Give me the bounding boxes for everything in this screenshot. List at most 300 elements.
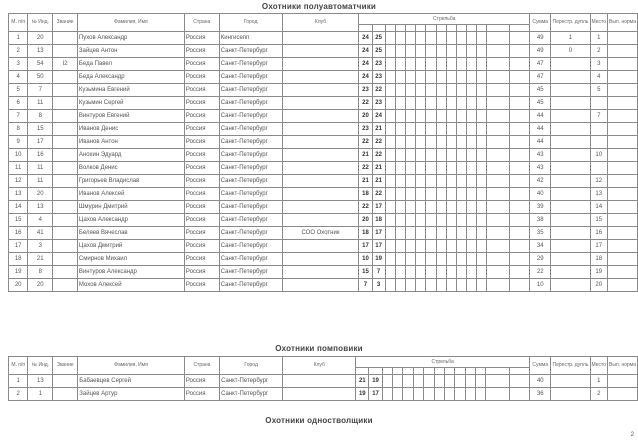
cell-place: 1	[9, 375, 28, 388]
cell-empty-round	[426, 240, 436, 253]
cell-number: 11	[28, 175, 53, 188]
cell-final-place: 2	[590, 388, 608, 401]
cell-rank	[53, 32, 78, 45]
cell-empty-round	[510, 279, 530, 292]
cell-empty-round	[487, 149, 510, 162]
table-row	[9, 136, 638, 149]
cell-sum: 45	[530, 84, 551, 97]
cell-empty-round	[456, 175, 466, 188]
header-round-cell	[403, 368, 413, 375]
cell-country: Россия	[184, 175, 219, 188]
cell-empty-round	[406, 175, 416, 188]
cell-place: 7	[9, 110, 28, 123]
cell-empty-round	[476, 375, 486, 388]
cell-empty-round	[467, 45, 477, 58]
cell-rank	[53, 375, 78, 388]
cell-empty-round	[456, 123, 466, 136]
cell-empty-round	[456, 188, 466, 201]
cell-empty-round	[487, 240, 510, 253]
cell-perestrel	[551, 188, 590, 201]
cell-empty-round	[436, 71, 446, 84]
cell-country: Россия	[184, 84, 219, 97]
cell-empty-round	[436, 123, 446, 136]
cell-empty-round	[487, 175, 510, 188]
cell-empty-round	[477, 110, 487, 123]
header-round-cell	[487, 25, 510, 32]
cell-empty-round	[456, 32, 466, 45]
cell-perestrel	[551, 279, 590, 292]
header-num: № Инд.	[28, 14, 53, 32]
cell-empty-round	[395, 71, 405, 84]
cell-empty-round	[487, 201, 510, 214]
cell-empty-round	[467, 214, 477, 227]
cell-place: 8	[9, 123, 28, 136]
cell-empty-round	[395, 201, 405, 214]
cell-name: Иванов Алексей	[77, 188, 184, 201]
cell-score-2: 17	[369, 388, 382, 401]
cell-empty-round	[395, 58, 405, 71]
table-row	[9, 58, 638, 71]
cell-club	[282, 136, 359, 149]
cell-empty-round	[426, 201, 436, 214]
cell-score-1: 23	[359, 84, 372, 97]
header-round-cell	[509, 368, 529, 375]
cell-empty-round	[467, 253, 477, 266]
cell-name: Зайцев Артур	[78, 388, 185, 401]
results-table-pump	[8, 356, 638, 401]
cell-empty-round	[426, 97, 436, 110]
cell-perestrel	[551, 58, 590, 71]
cell-empty-round	[416, 175, 426, 188]
cell-empty-round	[446, 84, 456, 97]
cell-empty-round	[510, 266, 530, 279]
cell-place: 20	[9, 279, 28, 292]
cell-name: Мохов Алексей	[77, 279, 184, 292]
cell-club	[282, 58, 359, 71]
cell-empty-round	[510, 110, 530, 123]
cell-final-place: 16	[590, 227, 608, 240]
cell-empty-round	[446, 97, 456, 110]
cell-empty-round	[510, 227, 530, 240]
cell-empty-round	[426, 175, 436, 188]
cell-country: Россия	[184, 266, 219, 279]
cell-club	[282, 149, 359, 162]
cell-empty-round	[467, 240, 477, 253]
cell-score-2: 24	[372, 110, 385, 123]
cell-number: 8	[28, 110, 53, 123]
table-row	[9, 71, 638, 84]
cell-city: Санкт-Петербург	[219, 227, 282, 240]
cell-city: Санкт-Петербург	[219, 214, 282, 227]
cell-empty-round	[416, 58, 426, 71]
cell-empty-round	[446, 110, 456, 123]
cell-sum: 49	[530, 45, 551, 58]
cell-number: 1	[28, 388, 53, 401]
cell-empty-round	[510, 149, 530, 162]
cell-empty-round	[477, 136, 487, 149]
cell-perestrel	[551, 110, 590, 123]
cell-empty-round	[416, 279, 426, 292]
cell-empty-round	[510, 188, 530, 201]
cell-club	[282, 97, 359, 110]
cell-club	[282, 188, 359, 201]
cell-empty-round	[487, 32, 510, 45]
cell-empty-round	[467, 266, 477, 279]
cell-score-1: 24	[359, 32, 372, 45]
cell-empty-round	[510, 97, 530, 110]
cell-empty-round	[385, 97, 395, 110]
cell-sum: 29	[530, 253, 551, 266]
cell-empty-round	[416, 123, 426, 136]
cell-perestrel	[551, 266, 590, 279]
cell-score-2: 17	[372, 201, 385, 214]
cell-score-2: 23	[372, 71, 385, 84]
cell-empty-round	[510, 136, 530, 149]
cell-empty-round	[477, 71, 487, 84]
cell-empty-round	[456, 110, 466, 123]
cell-score-2: 22	[372, 149, 385, 162]
cell-empty-round	[395, 110, 405, 123]
cell-empty-round	[477, 279, 487, 292]
cell-rating	[608, 188, 638, 201]
cell-empty-round	[436, 240, 446, 253]
cell-empty-round	[487, 45, 510, 58]
cell-empty-round	[426, 58, 436, 71]
cell-city: Санкт-Петербург	[219, 149, 282, 162]
cell-name: Винтуров Евгений	[77, 110, 184, 123]
cell-country: Россия	[184, 201, 219, 214]
cell-score-1: 21	[359, 175, 372, 188]
section1-title: Охотники полуавтоматчики	[261, 2, 377, 11]
cell-empty-round	[393, 388, 403, 401]
cell-number: 21	[28, 253, 53, 266]
cell-empty-round	[510, 32, 530, 45]
cell-name: Цахов Дмитрий	[77, 240, 184, 253]
cell-empty-round	[487, 188, 510, 201]
cell-country: Россия	[184, 388, 219, 401]
cell-rating	[608, 227, 638, 240]
cell-empty-round	[385, 266, 395, 279]
cell-final-place: 19	[590, 266, 608, 279]
cell-empty-round	[510, 123, 530, 136]
cell-empty-round	[477, 266, 487, 279]
cell-place: 13	[9, 188, 28, 201]
cell-empty-round	[385, 214, 395, 227]
cell-empty-round	[416, 84, 426, 97]
cell-final-place: 1	[590, 375, 608, 388]
cell-empty-round	[467, 32, 477, 45]
cell-empty-round	[416, 266, 426, 279]
cell-final-place	[590, 162, 608, 175]
header-round-cell	[426, 25, 436, 32]
cell-empty-round	[487, 84, 510, 97]
cell-city: Санкт-Петербург	[219, 279, 282, 292]
cell-empty-round	[385, 188, 395, 201]
cell-empty-round	[477, 253, 487, 266]
cell-sum: 40	[530, 188, 551, 201]
cell-country: Россия	[184, 149, 219, 162]
table-row	[9, 97, 638, 110]
cell-city: Санкт-Петербург	[219, 45, 282, 58]
cell-name: Беда Павел	[77, 58, 184, 71]
header-round-cell	[467, 25, 477, 32]
cell-empty-round	[510, 240, 530, 253]
cell-empty-round	[416, 214, 426, 227]
table-row	[9, 32, 638, 45]
cell-score-1: 10	[359, 253, 372, 266]
cell-empty-round	[426, 253, 436, 266]
header-round-cell	[395, 25, 405, 32]
cell-empty-round	[426, 188, 436, 201]
cell-empty-round	[416, 240, 426, 253]
cell-empty-round	[424, 375, 434, 388]
header-name: Фамилия, Имя	[77, 14, 184, 32]
cell-empty-round	[436, 45, 446, 58]
table-row	[9, 110, 638, 123]
cell-place: 4	[9, 71, 28, 84]
cell-empty-round	[456, 97, 466, 110]
header-sum: Сумма	[530, 14, 551, 32]
cell-country: Россия	[184, 253, 219, 266]
cell-empty-round	[403, 375, 413, 388]
cell-rating	[608, 201, 638, 214]
cell-empty-round	[385, 175, 395, 188]
cell-number: 20	[28, 279, 53, 292]
cell-empty-round	[467, 279, 477, 292]
cell-club	[282, 71, 359, 84]
header-round-cell	[406, 25, 416, 32]
cell-empty-round	[436, 58, 446, 71]
table-row	[9, 266, 638, 279]
cell-place: 12	[9, 175, 28, 188]
cell-rank	[53, 266, 78, 279]
cell-empty-round	[446, 201, 456, 214]
cell-empty-round	[385, 110, 395, 123]
cell-empty-round	[426, 279, 436, 292]
header-rating: Вып. норма	[608, 357, 638, 375]
cell-score-2: 25	[372, 45, 385, 58]
cell-empty-round	[467, 175, 477, 188]
cell-empty-round	[416, 110, 426, 123]
cell-rating	[608, 149, 638, 162]
cell-empty-round	[385, 71, 395, 84]
cell-empty-round	[406, 279, 416, 292]
cell-empty-round	[416, 201, 426, 214]
cell-score-2: 18	[372, 214, 385, 227]
cell-club	[282, 253, 359, 266]
cell-place: 2	[9, 388, 28, 401]
cell-empty-round	[477, 188, 487, 201]
cell-club	[283, 375, 356, 388]
cell-empty-round	[436, 188, 446, 201]
cell-empty-round	[456, 45, 466, 58]
header-country: Страна	[184, 357, 219, 375]
cell-city: Санкт-Петербург	[219, 162, 282, 175]
cell-number: 13	[28, 375, 53, 388]
header-zvanie: Звание	[53, 357, 78, 375]
cell-empty-round	[406, 188, 416, 201]
cell-rating	[608, 175, 638, 188]
cell-empty-round	[426, 214, 436, 227]
cell-score-1: 20	[359, 214, 372, 227]
cell-sum: 43	[530, 149, 551, 162]
cell-name: Беда Александр	[77, 71, 184, 84]
cell-empty-round	[467, 136, 477, 149]
cell-perestrel	[551, 388, 590, 401]
cell-final-place: 13	[590, 188, 608, 201]
cell-empty-round	[467, 149, 477, 162]
table-row	[9, 279, 638, 292]
header-round-cell	[372, 25, 385, 32]
cell-empty-round	[510, 201, 530, 214]
cell-empty-round	[406, 45, 416, 58]
cell-empty-round	[393, 375, 403, 388]
cell-empty-round	[456, 279, 466, 292]
cell-empty-round	[436, 136, 446, 149]
header-perestrel: Перестр. дупль	[551, 14, 590, 32]
cell-empty-round	[456, 214, 466, 227]
cell-rating	[608, 136, 638, 149]
cell-number: 50	[28, 71, 53, 84]
cell-perestrel	[551, 227, 590, 240]
cell-empty-round	[477, 45, 487, 58]
cell-empty-round	[406, 240, 416, 253]
cell-empty-round	[426, 162, 436, 175]
cell-empty-round	[426, 84, 436, 97]
cell-sum: 44	[530, 136, 551, 149]
cell-empty-round	[385, 136, 395, 149]
cell-sum: 45	[530, 97, 551, 110]
cell-score-2: 19	[372, 253, 385, 266]
cell-empty-round	[456, 162, 466, 175]
cell-empty-round	[416, 32, 426, 45]
header-round-cell	[465, 368, 475, 375]
cell-empty-round	[446, 253, 456, 266]
cell-empty-round	[395, 188, 405, 201]
cell-empty-round	[446, 240, 456, 253]
cell-score-2: 21	[372, 162, 385, 175]
header-round-cell	[424, 368, 434, 375]
cell-empty-round	[446, 214, 456, 227]
cell-empty-round	[395, 253, 405, 266]
cell-empty-round	[434, 388, 444, 401]
header-round-cell	[434, 368, 444, 375]
header-round-cell	[413, 368, 423, 375]
cell-empty-round	[456, 71, 466, 84]
cell-final-place	[590, 136, 608, 149]
cell-empty-round	[477, 201, 487, 214]
cell-club	[282, 240, 359, 253]
cell-rank	[53, 162, 78, 175]
cell-empty-round	[395, 227, 405, 240]
cell-score-2: 22	[372, 136, 385, 149]
cell-final-place: 20	[590, 279, 608, 292]
cell-perestrel	[551, 240, 590, 253]
cell-empty-round	[476, 388, 486, 401]
table-row	[9, 162, 638, 175]
cell-number: 11	[28, 97, 53, 110]
cell-empty-round	[406, 201, 416, 214]
cell-rank	[53, 388, 78, 401]
cell-empty-round	[385, 58, 395, 71]
cell-score-1: 18	[359, 227, 372, 240]
cell-empty-round	[395, 32, 405, 45]
cell-rating	[608, 45, 638, 58]
cell-rank	[53, 240, 78, 253]
cell-empty-round	[456, 227, 466, 240]
cell-empty-round	[510, 214, 530, 227]
cell-empty-round	[395, 84, 405, 97]
cell-rating	[608, 84, 638, 97]
cell-empty-round	[477, 175, 487, 188]
cell-sum: 44	[530, 123, 551, 136]
cell-empty-round	[413, 388, 423, 401]
cell-empty-round	[436, 110, 446, 123]
cell-number: 8	[28, 266, 53, 279]
header-round-cell	[369, 368, 382, 375]
cell-city: Санкт-Петербург	[220, 388, 283, 401]
cell-empty-round	[510, 162, 530, 175]
cell-name: Бабаевцев Сергей	[78, 375, 185, 388]
table-row	[9, 214, 638, 227]
cell-number: 41	[28, 227, 53, 240]
cell-empty-round	[436, 266, 446, 279]
cell-club	[282, 123, 359, 136]
cell-name: Григорьев Владислав	[77, 175, 184, 188]
cell-empty-round	[385, 279, 395, 292]
cell-empty-round	[487, 136, 510, 149]
cell-name: Иванов Денис	[77, 123, 184, 136]
cell-empty-round	[436, 253, 446, 266]
cell-sum: 49	[530, 32, 551, 45]
cell-perestrel	[551, 149, 590, 162]
table-row	[9, 175, 638, 188]
cell-rating	[608, 240, 638, 253]
cell-empty-round	[446, 32, 456, 45]
cell-empty-round	[406, 58, 416, 71]
cell-rating	[608, 266, 638, 279]
cell-sum: 38	[530, 214, 551, 227]
cell-number: 3	[28, 240, 53, 253]
table-row	[9, 253, 638, 266]
cell-empty-round	[446, 71, 456, 84]
header-round-cell	[456, 25, 466, 32]
cell-country: Россия	[184, 32, 219, 45]
cell-empty-round	[487, 227, 510, 240]
cell-sum: 47	[530, 58, 551, 71]
cell-final-place: 15	[590, 214, 608, 227]
cell-place: 19	[9, 266, 28, 279]
cell-place: 1	[9, 32, 28, 45]
cell-empty-round	[486, 388, 509, 401]
cell-number: 54	[28, 58, 53, 71]
cell-club	[282, 266, 359, 279]
cell-city: Санкт-Петербург	[219, 175, 282, 188]
cell-country: Россия	[184, 136, 219, 149]
cell-score-1: 15	[359, 266, 372, 279]
cell-country: Россия	[184, 162, 219, 175]
cell-final-place: 5	[590, 84, 608, 97]
cell-sum: 44	[530, 110, 551, 123]
cell-empty-round	[444, 388, 454, 401]
cell-sum: 22	[530, 266, 551, 279]
cell-empty-round	[467, 227, 477, 240]
cell-empty-round	[395, 240, 405, 253]
cell-rating	[608, 110, 638, 123]
cell-empty-round	[467, 84, 477, 97]
cell-name: Анохин Эдуард	[77, 149, 184, 162]
cell-empty-round	[413, 375, 423, 388]
